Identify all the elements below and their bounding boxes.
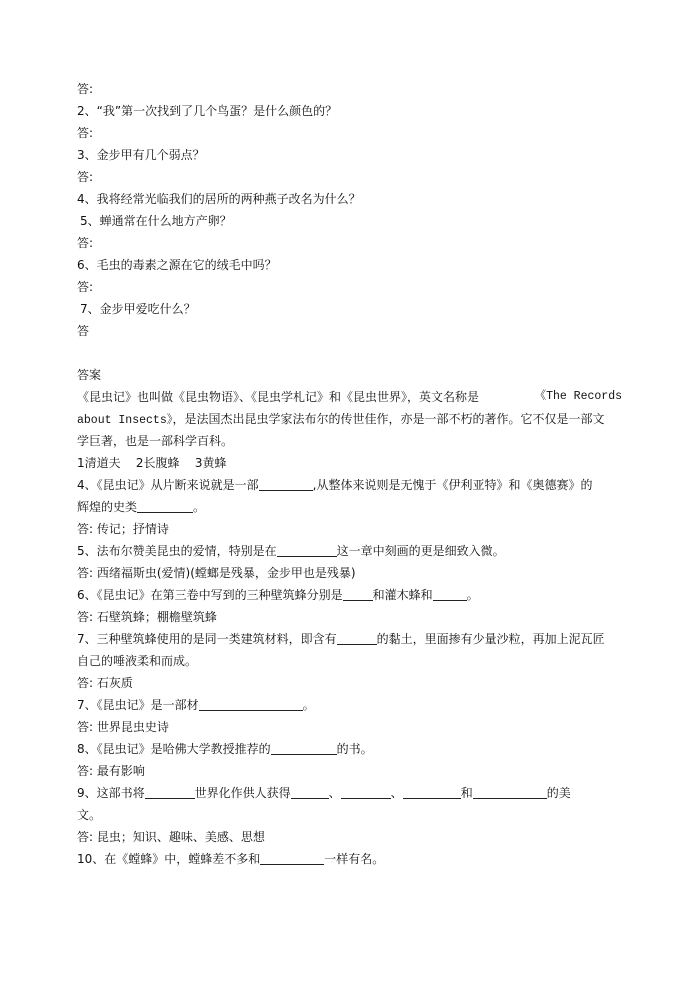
fill-question-7b: 7、《昆虫记》是一部材 。 — [77, 698, 315, 712]
fill-blank — [145, 785, 195, 799]
fill-blank — [337, 631, 377, 645]
fill-blank — [259, 477, 313, 491]
fill-question-4-cont: 辉煌的史类 。 — [77, 500, 206, 514]
answer-label: 答: — [77, 280, 94, 294]
fill-question-9: 9、这部书将 世界化作供人获得 、 、 和 的美 — [77, 786, 571, 800]
answer-9: 答: 昆虫；知识、趣味、美感、思想 — [77, 830, 265, 844]
fill-blank — [260, 851, 324, 865]
fill-question-8: 8、《昆虫记》是哈佛大学教授推荐的 的书。 — [77, 742, 373, 756]
question-3: 3、金步甲有几个弱点？ — [77, 148, 205, 162]
answer-label: 答: — [77, 170, 94, 184]
intro-line-1: 《昆虫记》也叫做《昆虫物语》、《昆虫学札记》和《昆虫世界》，英文名称是 《The Records — [77, 390, 622, 404]
fill-question-10: 10、在《螳蜂》中，螳蜂差不多和 一样有名。 — [77, 852, 385, 866]
answer-4: 答: 传记；抒情诗 — [77, 522, 169, 536]
question-5: 5、蝉通常在什么地方产卵？ — [80, 214, 232, 228]
fill-question-5: 5、法布尔赞美昆虫的爱情，特别是在 这一章中刻画的更是细致入微。 — [77, 544, 505, 558]
fill-blank — [341, 785, 391, 799]
fill-question-4: 4、《昆虫记》从片断来说就是一部 ,从整体来说则是无愧于《伊利亚特》和《奥德赛》的 — [77, 478, 593, 492]
answer-label: 答: — [77, 126, 94, 140]
fill-blank — [271, 741, 337, 755]
intro-line-3: 学巨著，也是一部科学百科。 — [77, 434, 234, 448]
fill-question-7: 7、三种壁筑蜂使用的是同一类建筑材料，即含有 的黏土，里面掺有少量沙粒，再加上泥瓦匠 — [77, 632, 605, 646]
fill-blank — [199, 697, 303, 711]
answers-heading: 答案 — [77, 368, 102, 382]
answer-7: 答: 石灰质 — [77, 676, 133, 690]
question-4: 4、我将经常光临我们的居所的两种燕子改名为什么？ — [77, 192, 361, 206]
answer-label: 答: — [77, 236, 94, 250]
fill-blank — [291, 785, 329, 799]
answer-list: 1清道夫 2长腹蜂 3黄蜂 — [77, 456, 227, 470]
fill-question-9-cont: 文。 — [77, 808, 102, 822]
answer-8: 答: 最有影响 — [77, 764, 145, 778]
fill-question-7-cont: 自己的唾液柔和而成。 — [77, 654, 198, 668]
fill-question-6: 6、《昆虫记》在第三卷中写到的三种壁筑蜂分别是 和灌木蜂和 。 — [77, 588, 479, 602]
fill-blank — [403, 785, 461, 799]
answer-label: 答 — [77, 324, 90, 338]
intro-line-2: about Insects》，是法国杰出昆虫学家法布尔的传世佳作，亦是一部不朽的著作。它不仅是一部文 — [77, 412, 605, 427]
answer-label: 答: — [77, 82, 94, 96]
answer-7b: 答: 世界昆虫史诗 — [77, 720, 169, 734]
answer-5: 答: 西绪福斯虫(爱情)(螳螂是残暴，金步甲也是残暴) — [77, 566, 356, 580]
document-page — [77, 78, 622, 870]
fill-blank — [343, 587, 373, 601]
fill-blank — [473, 785, 547, 799]
answer-6: 答: 石壁筑蜂；棚檐壁筑蜂 — [77, 610, 217, 624]
fill-blank — [277, 543, 337, 557]
fill-blank — [433, 587, 467, 601]
question-6: 6、毛虫的毒素之源在它的绒毛中吗？ — [77, 258, 277, 272]
fill-blank — [137, 499, 193, 513]
question-7: 7、金步甲爱吃什么？ — [80, 302, 196, 316]
question-2: 2、“我”第一次找到了几个鸟蛋？是什么颜色的？ — [77, 104, 338, 118]
